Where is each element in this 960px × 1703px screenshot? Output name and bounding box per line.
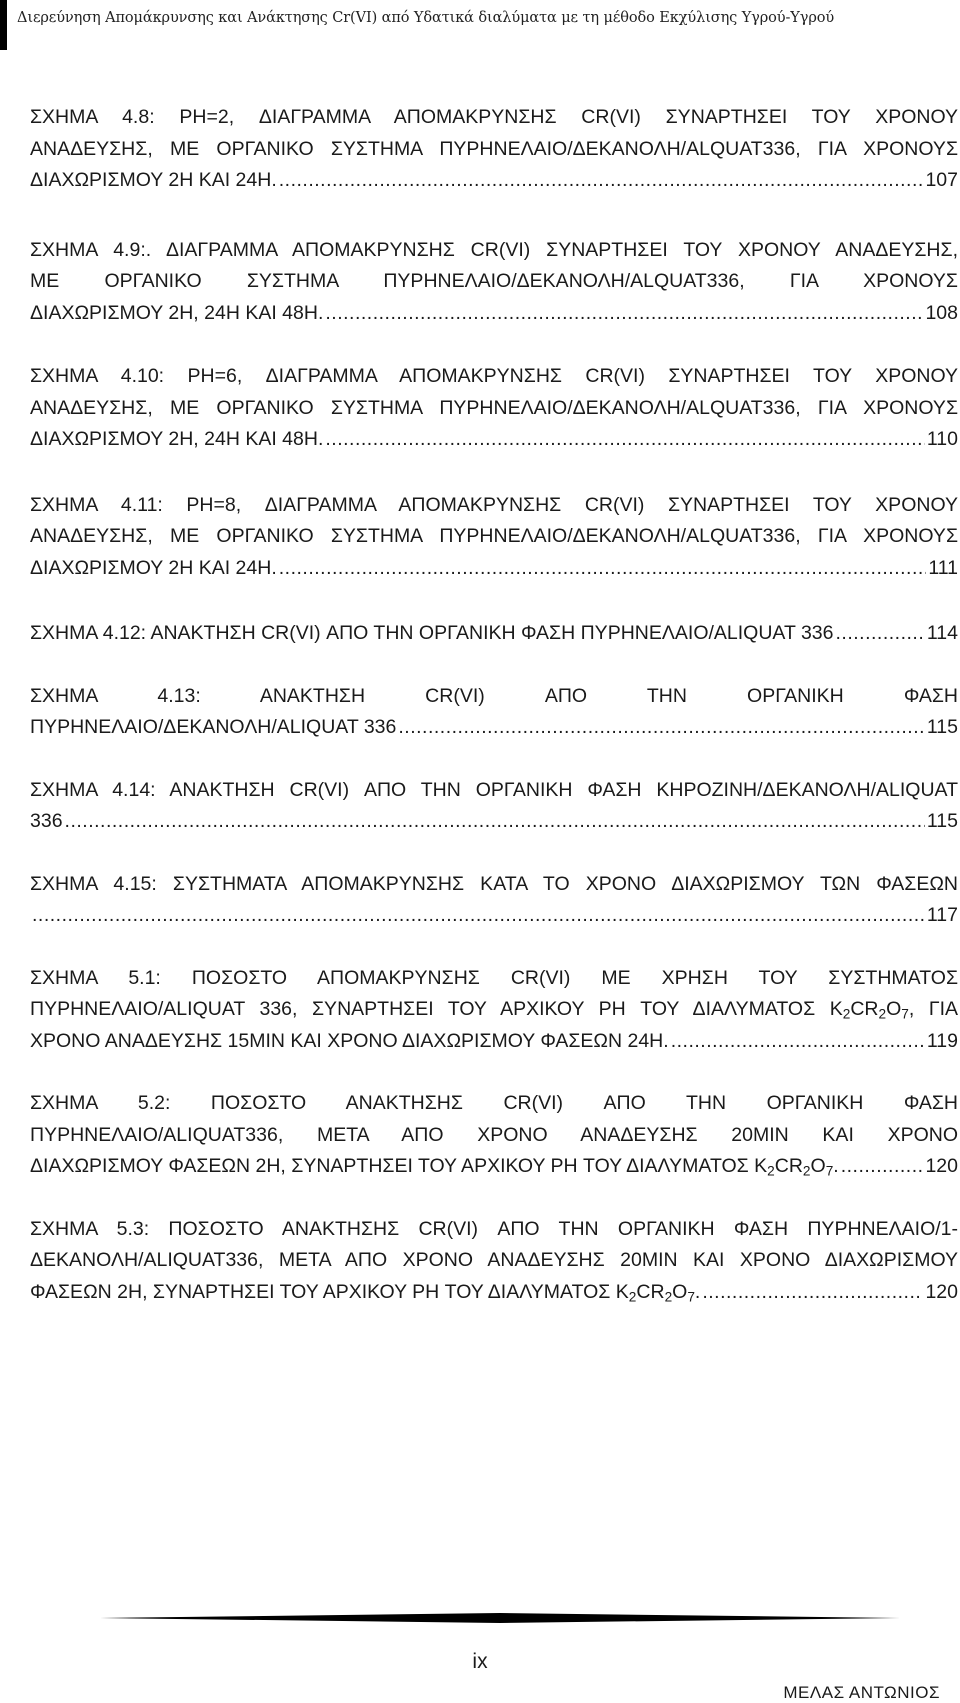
toc-entry[interactable]	[30, 681, 958, 744]
dot-leader	[279, 165, 924, 197]
entry-text: O	[810, 1155, 826, 1177]
entry-line: ΔΙΑΧΩΡΙΣΜΟΥ 2Η ΚΑΙ 24Η.	[30, 169, 277, 191]
page-number: ix	[472, 1650, 488, 1673]
entry-text: CR	[774, 1155, 803, 1177]
dot-leader	[836, 618, 925, 650]
page-ref[interactable]: 119	[926, 1029, 958, 1052]
entry-line: ΜΕ ΟΡΓΑΝΙΚΟ ΣΥΣΤΗΜΑ ΠΥΡΗΝΕΛΑΙΟ/ΔΕΚΑΝΟΛΗ/ALQUAT336, ΓΙΑ ΧΡΟΝΟΥΣ	[30, 270, 958, 292]
entry-line: ΑΝΑΔΕΥΣΗΣ, ΜΕ ΟΡΓΑΝΙΚΟ ΣΥΣΤΗΜΑ ΠΥΡΗΝΕΛΑΙΟ/ΔΕΚΑΝΟΛΗ/ALQUAT336, ΓΙΑ ΧΡΟΝΟΥΣ	[30, 396, 958, 419]
footer-rule	[100, 1613, 900, 1623]
dot-leader	[65, 806, 925, 838]
subscript: 2	[802, 1163, 811, 1179]
entry-text: ΠΥΡΗΝΕΛΑΙΟ/ALIQUAT 336, ΣΥΝΑΡΤΗΣΕΙ ΤΟΥ ΑΡΧΙΚΟΥ PH ΤΟΥ ΔΙΑΛΥΜΑΤΟΣ K	[30, 998, 843, 1020]
toc-entry[interactable]	[30, 869, 958, 932]
page-ref[interactable]: 108	[925, 301, 958, 324]
page-ref[interactable]: 117	[926, 904, 958, 926]
page-ref[interactable]: 120	[925, 1280, 958, 1303]
entry-line: ΔΙΑΧΩΡΙΣΜΟΥ 2Η, 24Η ΚΑΙ 48Η.	[30, 428, 324, 450]
entry-line: ΣΧΗΜΑ 5.2: ΠΟΣΟΣΤΟ ΑΝΑΚΤΗΣΗΣ CR(VI) ΑΠΟ ΤΗΝ ΟΡΓΑΝΙΚΗ ΦΑΣΗ	[30, 1092, 958, 1114]
entry-line: ΣΧΗΜΑ 4.15: ΣΥΣΤΗΜΑΤΑ ΑΠΟΜΑΚΡΥΝΣΗΣ ΚΑΤΑ ΤΟ ΧΡΟΝΟ ΔΙΑΧΩΡΙΣΜΟΥ ΤΩΝ ΦΑΣΕΩΝ	[30, 872, 958, 895]
author-name: ΜΕΛΑΣ ΑΝΤΩΝΙΟΣ	[783, 1683, 940, 1702]
entry-line	[30, 1151, 839, 1183]
page-header	[0, 0, 960, 50]
entry-line: ΣΧΗΜΑ 4.14: ΑΝΑΚΤΗΣΗ CR(VI) ΑΠΟ ΤΗΝ ΟΡΓΑΝΙΚΗ ΦΑΣΗ ΚΗΡΟΖΙΝΗ/ΔΕΚΑΝΟΛΗ/ALIQUAT	[30, 778, 958, 801]
toc-entry[interactable]	[30, 490, 958, 585]
entry-text: .	[833, 1155, 839, 1177]
entry-line: ΠΥΡΗΝΕΛΑΙΟ/ALIQUAT336, ΜΕΤΑ ΑΠΟ ΧΡΟΝΟ ΑΝΑΔΕΥΣΗΣ 20MIN ΚΑΙ ΧΡΟΝΟ	[30, 1123, 958, 1146]
entry-line: ΔΙΑΧΩΡΙΣΜΟΥ 2Η ΚΑΙ 24Η.	[30, 556, 277, 579]
header-accent-bar	[0, 0, 7, 50]
entry-last-line	[30, 806, 958, 838]
toc-entry[interactable]	[30, 618, 958, 650]
subscript: 2	[842, 1006, 851, 1022]
toc-entry[interactable]	[30, 102, 958, 197]
list-of-figures	[30, 102, 958, 1339]
entry-text: O	[886, 998, 902, 1020]
entry-line	[30, 1277, 700, 1309]
entry-line: 336	[30, 810, 63, 832]
subscript: 2	[664, 1288, 673, 1304]
toc-entry[interactable]	[30, 235, 958, 330]
subscript: 7	[901, 1006, 909, 1022]
running-title: Διερεύνηση Απομάκρυνσης και Ανάκτησης Cr(VI) από Υδατικά διαλύματα με τη μέθοδο Εκχύλισης Υγρού-Υγρού	[17, 10, 835, 26]
entry-last-line	[30, 165, 958, 197]
entry-line	[30, 994, 958, 1026]
dot-leader	[325, 424, 925, 456]
entry-line: ΣΧΗΜΑ 4.11: PH=8, ΔΙΑΓΡΑΜΜΑ ΑΠΟΜΑΚΡΥΝΣΗΣ CR(VI) ΣΥΝΑΡΤΗΣΕΙ ΤΟΥ ΧΡΟΝΟΥ	[30, 493, 958, 516]
entry-line: ΣΧΗΜΑ 4.8: PH=2, ΔΙΑΓΡΑΜΜΑ ΑΠΟΜΑΚΡΥΝΣΗΣ CR(VI) ΣΥΝΑΡΤΗΣΕΙ ΤΟΥ ΧΡΟΝΟΥ	[30, 106, 958, 128]
entry-text: ΔΙΑΧΩΡΙΣΜΟΥ ΦΑΣΕΩΝ 2Η, ΣΥΝΑΡΤΗΣΕΙ ΤΟΥ ΑΡΧΙΚΟΥ PH ΤΟΥ ΔΙΑΛΥΜΑΤΟΣ K	[30, 1155, 768, 1177]
dot-leader	[398, 712, 925, 744]
entry-text: CR	[636, 1280, 665, 1303]
toc-entry[interactable]	[30, 1088, 958, 1183]
dot-leader	[32, 900, 925, 932]
entry-line: ΑΝΑΔΕΥΣΗΣ, ΜΕ ΟΡΓΑΝΙΚΟ ΣΥΣΤΗΜΑ ΠΥΡΗΝΕΛΑΙΟ/ΔΕΚΑΝΟΛΗ/ALQUAT336, ΓΙΑ ΧΡΟΝΟΥΣ	[30, 525, 958, 547]
subscript: 2	[878, 1006, 887, 1022]
entry-line: ΠΥΡΗΝΕΛΑΙΟ/ΔΕΚΑΝΟΛΗ/ALIQUAT 336	[30, 716, 397, 738]
entry-line: ΣΧΗΜΑ 5.3: ΠΟΣΟΣΤΟ ΑΝΑΚΤΗΣΗΣ CR(VI) ΑΠΟ ΤΗΝ ΟΡΓΑΝΙΚΗ ΦΑΣΗ ΠΥΡΗΝΕΛΑΙΟ/1-	[30, 1217, 958, 1240]
dot-leader	[841, 1151, 924, 1183]
entry-line: ΣΧΗΜΑ 4.13: ΑΝΑΚΤΗΣΗ CR(VI) ΑΠΟ ΤΗΝ ΟΡΓΑΝΙΚΗ ΦΑΣΗ	[30, 684, 958, 707]
entry-line: ΧΡΟΝΟ ΑΝΑΔΕΥΣΗΣ 15MIN ΚΑΙ ΧΡΟΝΟ ΔΙΑΧΩΡΙΣΜΟΥ ΦΑΣΕΩΝ 24Η.	[30, 1029, 669, 1052]
subscript: 7	[825, 1163, 834, 1179]
entry-text: ΦΑΣΕΩΝ 2Η, ΣΥΝΑΡΤΗΣΕΙ ΤΟΥ ΑΡΧΙΚΟΥ PH ΤΟΥ ΔΙΑΛΥΜΑΤΟΣ K	[30, 1280, 629, 1303]
entry-last-line	[30, 618, 958, 650]
entry-line: ΔΙΑΧΩΡΙΣΜΟΥ 2Η, 24Η ΚΑΙ 48Η.	[30, 301, 324, 324]
entry-last-line	[30, 712, 958, 744]
page-ref[interactable]: 114	[926, 622, 958, 644]
page-ref[interactable]: 107	[925, 169, 958, 191]
page-ref[interactable]: 110	[926, 428, 958, 450]
entry-text: CR	[850, 998, 879, 1020]
entry-line: ΣΧΗΜΑ 4.12: ΑΝΑΚΤΗΣΗ CR(VI) ΑΠΟ ΤΗΝ ΟΡΓΑΝΙΚΗ ΦΑΣΗ ΠΥΡΗΝΕΛΑΙΟ/ALIQUAT 336	[30, 622, 834, 644]
entry-last-line	[30, 424, 958, 456]
dot-leader	[325, 298, 923, 330]
dot-leader	[671, 1026, 925, 1058]
page-ref[interactable]: 120	[925, 1155, 958, 1177]
entry-last-line	[30, 1026, 958, 1058]
entry-line: ΑΝΑΔΕΥΣΗΣ, ΜΕ ΟΡΓΑΝΙΚΟ ΣΥΣΤΗΜΑ ΠΥΡΗΝΕΛΑΙΟ/ΔΕΚΑΝΟΛΗ/ALQUAT336, ΓΙΑ ΧΡΟΝΟΥΣ	[30, 137, 958, 160]
entry-last-line	[30, 900, 958, 932]
toc-entry[interactable]	[30, 963, 958, 1058]
dot-leader	[279, 553, 927, 585]
dot-leader	[702, 1277, 923, 1309]
page-ref[interactable]: 115	[926, 716, 958, 738]
entry-text: O	[672, 1280, 688, 1303]
entry-text: , ΓΙΑ	[908, 998, 958, 1020]
entry-line: ΣΧΗΜΑ 4.9:. ΔΙΑΓΡΑΜΜΑ ΑΠΟΜΑΚΡΥΝΣΗΣ CR(VI) ΣΥΝΑΡΤΗΣΕΙ ΤΟΥ ΧΡΟΝΟΥ ΑΝΑΔΕΥΣΗΣ,	[30, 238, 958, 261]
toc-entry[interactable]	[30, 775, 958, 838]
entry-line: ΣΧΗΜΑ 5.1: ΠΟΣΟΣΤΟ ΑΠΟΜΑΚΡΥΝΣΗΣ CR(VI) ΜΕ ΧΡΗΣΗ ΤΟΥ ΣΥΣΤΗΜΑΤΟΣ	[30, 966, 958, 989]
subscript: 2	[628, 1288, 637, 1304]
entry-last-line	[30, 1151, 958, 1183]
entry-line: ΣΧΗΜΑ 4.10: PH=6, ΔΙΑΓΡΑΜΜΑ ΑΠΟΜΑΚΡΥΝΣΗΣ CR(VI) ΣΥΝΑΡΤΗΣΕΙ ΤΟΥ ΧΡΟΝΟΥ	[30, 365, 958, 387]
entry-last-line	[30, 1277, 958, 1309]
entry-line: ΔΕΚΑΝΟΛΗ/ALIQUAT336, ΜΕΤΑ ΑΠΟ ΧΡΟΝΟ ΑΝΑΔΕΥΣΗΣ 20MIN ΚΑΙ ΧΡΟΝΟ ΔΙΑΧΩΡΙΣΜΟΥ	[30, 1249, 958, 1271]
subscript: 7	[687, 1288, 695, 1304]
page-ref[interactable]: 115	[926, 810, 958, 832]
toc-entry[interactable]	[30, 1214, 958, 1309]
entry-last-line	[30, 298, 958, 330]
page-ref[interactable]: 111	[928, 556, 958, 579]
toc-entry[interactable]	[30, 361, 958, 456]
entry-text: .	[694, 1280, 701, 1303]
subscript: 2	[767, 1163, 775, 1179]
entry-last-line	[30, 553, 958, 585]
